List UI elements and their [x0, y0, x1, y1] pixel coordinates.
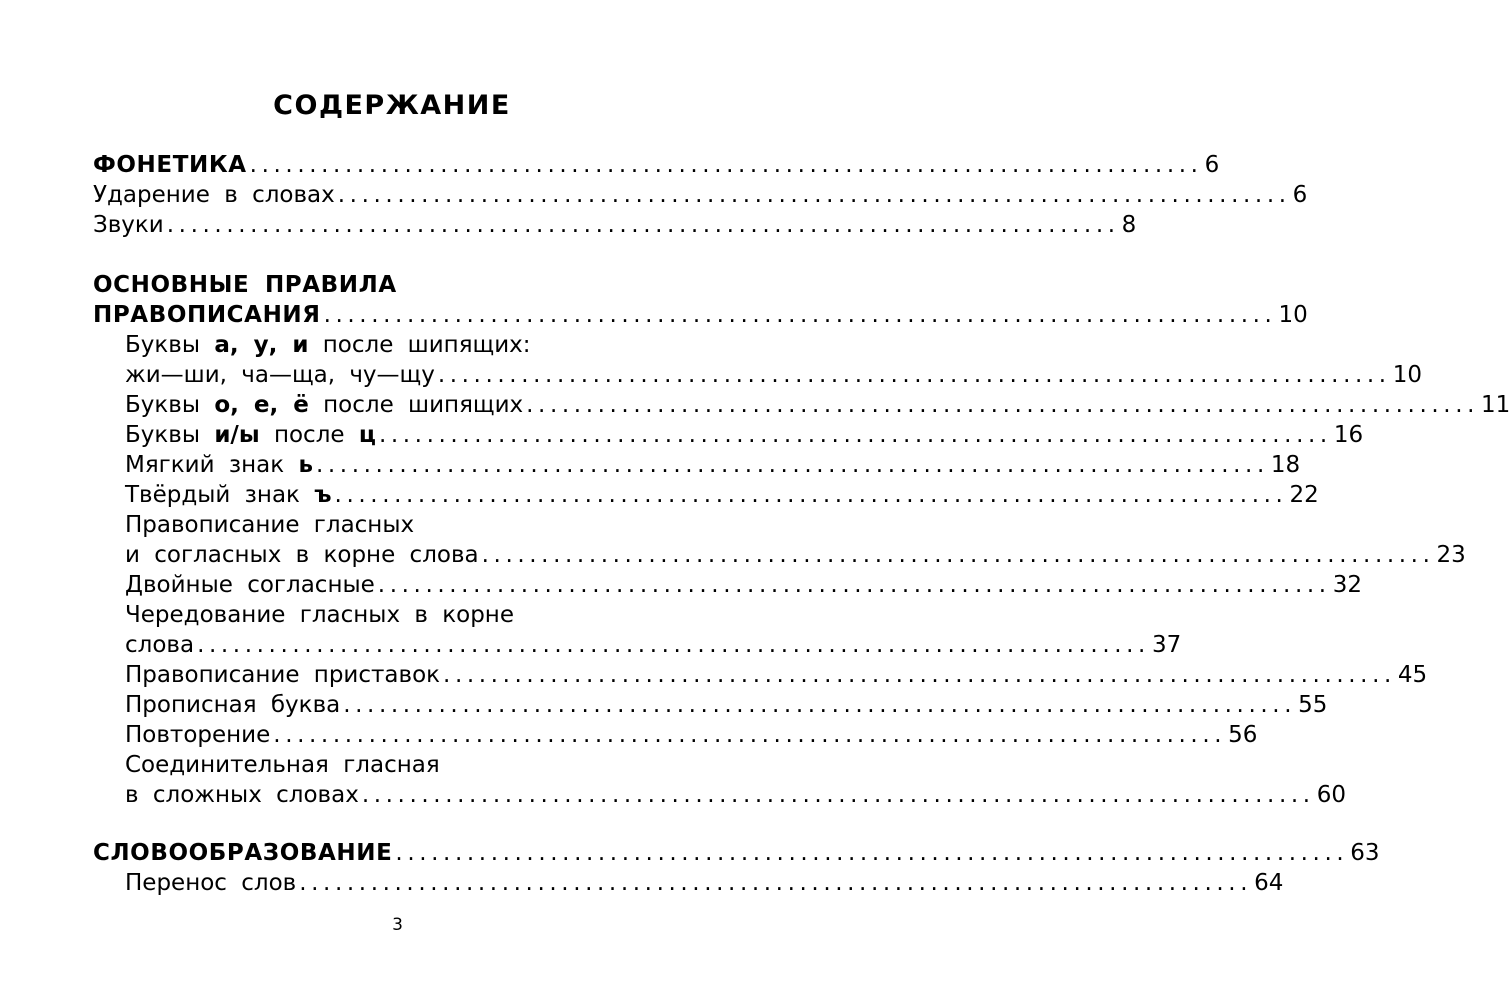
toc-entry-page: 22: [1289, 482, 1319, 508]
toc-entry-title: [93, 210, 164, 240]
toc-entry-title: [93, 150, 247, 180]
toc-entry: [125, 360, 1422, 390]
toc-entry-text: Двойные согласные: [125, 572, 375, 598]
toc-entry-text: слова: [125, 632, 195, 658]
toc-entry: [125, 780, 1346, 810]
page-number: 3: [392, 915, 403, 935]
toc-entry-text: Звуки: [93, 212, 164, 238]
toc-entry-page: 6: [1204, 152, 1220, 178]
toc-entry-text: в сложных словах: [125, 782, 359, 808]
toc-entry: [93, 838, 1380, 868]
toc-entry-title: [125, 630, 194, 660]
toc-entry-title: [125, 868, 296, 898]
toc-entry-page: 18: [1270, 452, 1301, 478]
toc-entry-text: Повторение: [125, 722, 271, 748]
toc-entry-text: Мягкий знак: [125, 452, 299, 478]
dot-leader: ................................................................................: [526, 392, 1480, 418]
toc-entry-text: и согласных в корне слова: [125, 542, 479, 568]
toc-entry-emphasis: ъ: [314, 482, 332, 508]
toc-entry-text: Правописание приставок: [125, 662, 441, 688]
toc-entry: [125, 450, 1301, 480]
toc-entry-title: [125, 540, 479, 570]
dot-leader: ................................................................................: [249, 152, 1203, 178]
toc-entry-text: Буквы: [125, 392, 215, 418]
toc-entry-title: [125, 660, 440, 690]
toc-entry: [93, 180, 1308, 210]
toc-entry-page: 6: [1292, 182, 1308, 208]
toc-entry-title: [125, 330, 531, 360]
toc-entry: [125, 690, 1328, 720]
toc-entry: [93, 300, 1308, 330]
toc-entry: [125, 540, 1466, 570]
dot-leader: ................................................................................: [443, 662, 1396, 688]
toc-entry-text: Чередование гласных в корне: [125, 602, 514, 628]
dot-leader: ................................................................................: [315, 452, 1269, 478]
toc-entry-page: 11: [1481, 392, 1510, 418]
toc-entry-text: после: [259, 422, 359, 448]
toc-entry-page: 8: [1121, 212, 1137, 238]
dot-leader: ................................................................................: [299, 870, 1253, 896]
toc-entry-title: [93, 180, 335, 210]
toc-entry-title: [125, 510, 414, 540]
toc-entry: [125, 630, 1182, 660]
toc-entry: [93, 210, 1137, 240]
dot-leader: ................................................................................: [481, 542, 1435, 568]
dot-leader: ................................................................................: [378, 422, 1332, 448]
toc-entry: [93, 150, 1220, 180]
toc-entry-text: после шипящих:: [308, 332, 531, 358]
toc-entry-title: [93, 270, 397, 300]
toc-entry-text: Соединительная гласная: [125, 752, 440, 778]
toc-entry-title: [93, 838, 392, 868]
toc-entry-text: Ударение в словах: [93, 182, 335, 208]
toc-entry-title: [93, 300, 321, 330]
dot-leader: ................................................................................: [395, 840, 1349, 866]
toc-entry-page: 10: [1392, 362, 1422, 388]
toc-entry: [125, 750, 689, 780]
toc-entry-text: Перенос слов: [125, 870, 297, 896]
dot-leader: ................................................................................: [323, 302, 1277, 328]
toc-entry-emphasis: ц: [358, 422, 376, 448]
dot-leader: ................................................................................: [361, 782, 1315, 808]
dot-leader: ................................................................................: [197, 632, 1150, 658]
toc-entry-emphasis: о, е, ё: [214, 392, 309, 418]
toc-entry: [125, 600, 689, 630]
toc-entry-page: 10: [1278, 302, 1308, 328]
toc-entry-text: Прописная буква: [125, 692, 341, 718]
toc-entry-title: [125, 360, 435, 390]
toc-entry-page: 23: [1436, 542, 1466, 568]
toc-entry: [125, 390, 1510, 420]
toc-entry: [125, 660, 1428, 690]
toc-entry-title: [125, 450, 313, 480]
toc-entry-text: жи—ши, ча—ща, чу—щу: [125, 362, 435, 388]
toc-entry-title: [125, 420, 376, 450]
dot-leader: ................................................................................: [343, 692, 1297, 718]
toc-entry: [125, 330, 689, 360]
toc-entry-emphasis: ОСНОВНЫЕ ПРАВИЛА: [93, 272, 397, 298]
dot-leader: ................................................................................: [437, 362, 1391, 388]
toc-entry-page: 56: [1228, 722, 1258, 748]
page-title: СОДЕРЖАНИЕ: [273, 90, 511, 121]
toc-entry: [125, 570, 1362, 600]
toc-entry-emphasis: ПРАВОПИСАНИЯ: [93, 302, 321, 328]
toc-entry-emphasis: СЛОВООБРАЗОВАНИЕ: [93, 840, 393, 866]
dot-leader: ................................................................................: [377, 572, 1331, 598]
toc-entry-page: 60: [1316, 782, 1346, 808]
toc-entry-emphasis: ь: [298, 452, 313, 478]
toc-entry: [125, 868, 1284, 898]
toc-entry-title: [125, 750, 440, 780]
toc-entry-page: 63: [1350, 840, 1380, 866]
toc-entry: [125, 480, 1319, 510]
toc-entry-page: 32: [1332, 572, 1362, 598]
toc-entry-emphasis: ФОНЕТИКА: [93, 152, 247, 178]
toc-entry: [125, 420, 1364, 450]
toc-entry-text: Буквы: [125, 422, 215, 448]
toc-entry: [125, 510, 689, 540]
toc-entry-title: [125, 570, 375, 600]
dot-leader: ................................................................................: [166, 212, 1120, 238]
toc-entry-title: [125, 780, 359, 810]
toc-entry-page: 45: [1397, 662, 1428, 688]
toc-entry-text: после шипящих: [308, 392, 524, 418]
toc-entry-title: [125, 720, 270, 750]
toc-entry-title: [125, 690, 340, 720]
toc-entry: [93, 270, 689, 300]
toc-entry-text: Твёрдый знак: [125, 482, 315, 508]
toc-entry-title: [125, 480, 332, 510]
toc-entry-page: 37: [1151, 632, 1182, 658]
toc-entry-emphasis: а, у, и: [214, 332, 309, 358]
toc-entry-title: [125, 600, 514, 630]
toc-entry-page: 55: [1298, 692, 1328, 718]
toc-entry-text: Правописание гласных: [125, 512, 415, 538]
dot-leader: ................................................................................: [334, 482, 1288, 508]
dot-leader: ................................................................................: [337, 182, 1291, 208]
toc-entry-text: Буквы: [125, 332, 215, 358]
toc-entry-title: [125, 390, 523, 420]
toc-entry: [125, 720, 1258, 750]
toc-entry-page: 64: [1254, 870, 1284, 896]
toc-entry-emphasis: и/ы: [214, 422, 260, 448]
dot-leader: ................................................................................: [273, 722, 1227, 748]
toc-entry-page: 16: [1333, 422, 1364, 448]
